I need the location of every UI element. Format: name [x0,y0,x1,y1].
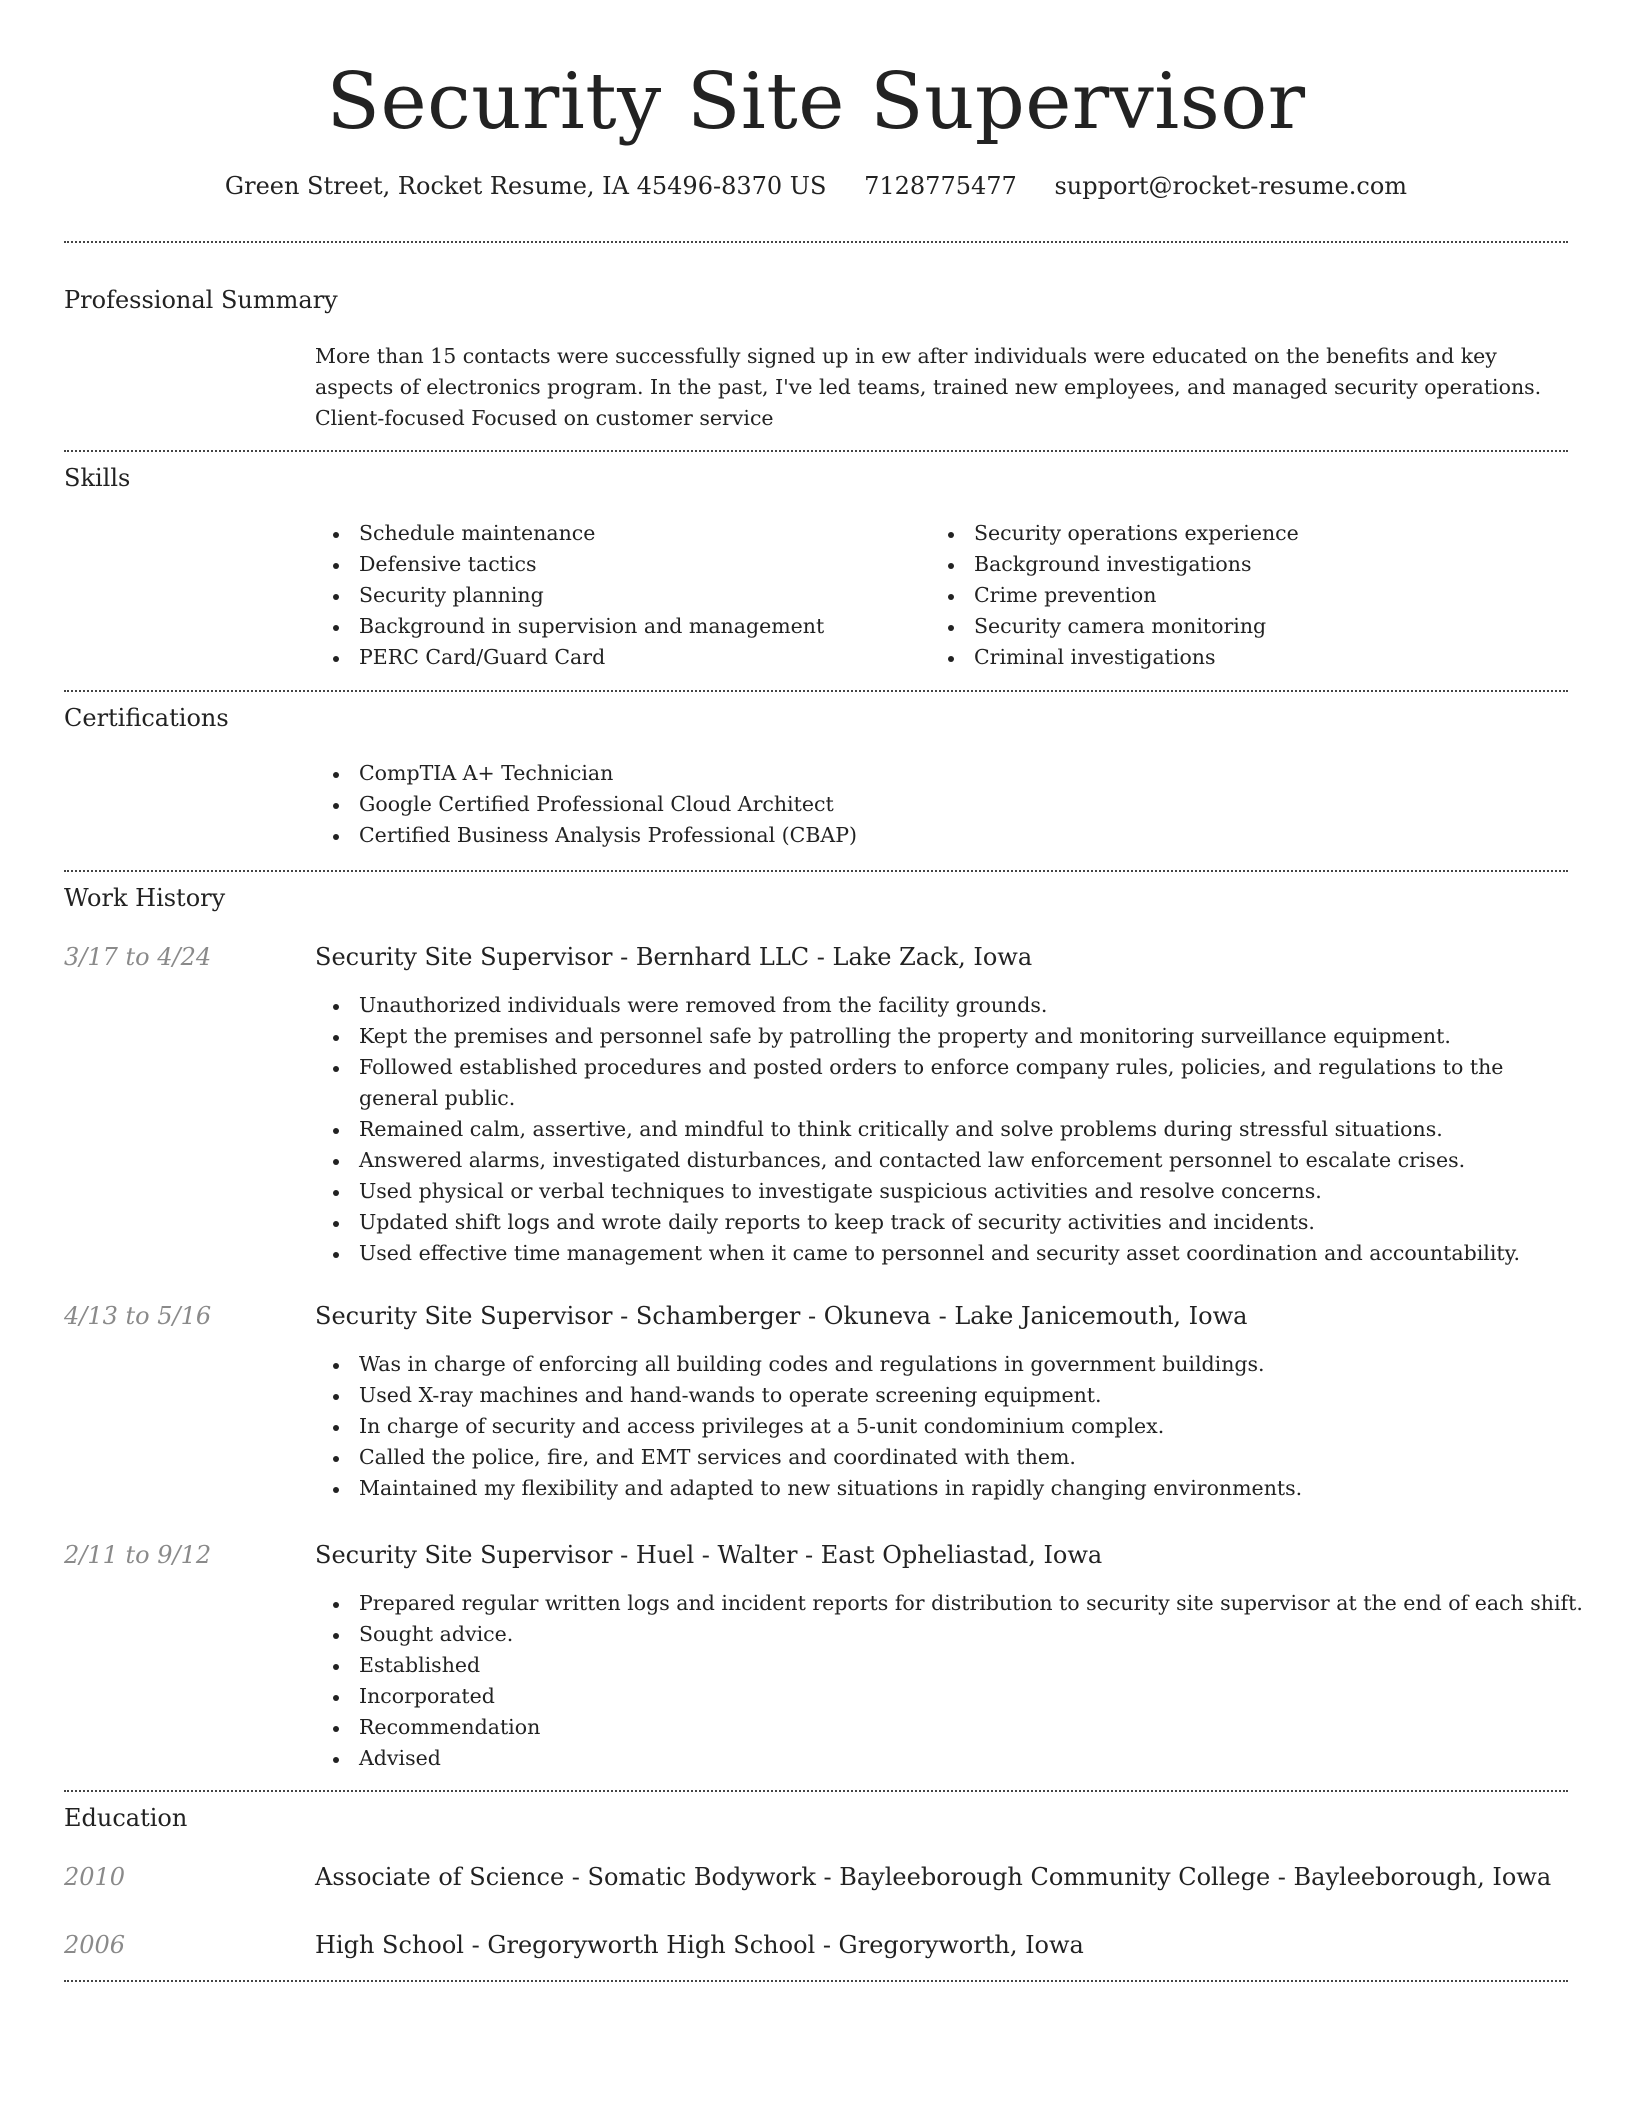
contact-email: support@rocket-resume.com [1054,172,1408,200]
job-bullets [315,1349,1568,1504]
skill-item: Security planning [315,580,915,611]
contact-phone: 7128775477 [864,172,1017,200]
skill-item: Security camera monitoring [930,611,1550,642]
skills-list-left [315,518,915,673]
summary-heading: Professional Summary [64,286,338,314]
section-divider [64,690,1568,692]
certification-item: CompTIA A+ Technician [315,758,1555,789]
job-bullet: Used effective time management when it came to personnel and security asset coordination and accountability. [315,1238,1568,1269]
job-bullet: Sought advice. [315,1619,1568,1650]
skill-item: Crime prevention [930,580,1550,611]
job-title: Security Site Supervisor - Huel - Walter - East Opheliastad, Iowa [315,1541,1103,1569]
certifications-list [315,758,1555,851]
skills-heading: Skills [64,464,131,492]
certifications-heading: Certifications [64,704,229,732]
section-divider [64,870,1568,872]
section-divider [64,450,1568,452]
skill-item: PERC Card/Guard Card [315,642,915,673]
skill-item: Defensive tactics [315,549,915,580]
education-title: Associate of Science - Somatic Bodywork - Bayleeborough Community College - Bayleeborough, Iowa [315,1863,1552,1891]
education-heading: Education [64,1804,188,1832]
job-bullet: Unauthorized individuals were removed from the facility grounds. [315,990,1568,1021]
job-bullet: Incorporated [315,1681,1568,1712]
section-divider [64,1980,1568,1982]
job-dates: 3/17 to 4/24 [64,943,212,971]
education-title: High School - Gregoryworth High School - Gregoryworth, Iowa [315,1931,1084,1959]
job-dates: 4/13 to 5/16 [64,1302,212,1330]
job-bullet: Recommendation [315,1712,1568,1743]
skill-item: Schedule maintenance [315,518,915,549]
job-bullet: Followed established procedures and posted orders to enforce company rules, policies, and regulations to the general public. [315,1052,1568,1114]
skill-item: Background in supervision and management [315,611,915,642]
section-divider [64,1790,1568,1792]
job-dates: 2/11 to 9/12 [64,1541,212,1569]
contact-address: Green Street, Rocket Resume, IA 45496-8370 US [224,172,827,200]
job-title: Security Site Supervisor - Schamberger - Okuneva - Lake Janicemouth, Iowa [315,1302,1248,1330]
job-bullet: Maintained my flexibility and adapted to new situations in rapidly changing environments. [315,1473,1568,1504]
contact-line [0,170,1632,202]
skill-item: Background investigations [930,549,1550,580]
job-bullet: In charge of security and access privileges at a 5-unit condominium complex. [315,1411,1568,1442]
education-year: 2010 [64,1863,126,1891]
education-year: 2006 [64,1931,126,1959]
certification-item: Google Certified Professional Cloud Architect [315,789,1555,820]
skill-item: Criminal investigations [930,642,1550,673]
work-history-heading: Work History [64,884,226,912]
job-bullet: Established [315,1650,1568,1681]
job-bullets [315,1588,1583,1774]
section-divider [64,241,1568,243]
skill-item: Security operations experience [930,518,1550,549]
job-bullet: Answered alarms, investigated disturbances, and contacted law enforcement personnel to escalate crises. [315,1145,1568,1176]
skills-list-right [930,518,1550,673]
job-bullet: Used X-ray machines and hand-wands to operate screening equipment. [315,1380,1568,1411]
job-bullets [315,990,1568,1269]
job-bullet: Was in charge of enforcing all building codes and regulations in government buildings. [315,1349,1568,1380]
job-bullet: Advised [315,1743,1568,1774]
job-bullet: Updated shift logs and wrote daily reports to keep track of security activities and incidents. [315,1207,1568,1238]
job-bullet: Called the police, fire, and EMT services and coordinated with them. [315,1442,1568,1473]
resume-name: Security Site Supervisor [326,57,1306,147]
job-bullet: Remained calm, assertive, and mindful to think critically and solve problems during stressful situations. [315,1114,1568,1145]
job-title: Security Site Supervisor - Bernhard LLC - Lake Zack, Iowa [315,943,1033,971]
job-bullet: Used physical or verbal techniques to investigate suspicious activities and resolve concerns. [315,1176,1568,1207]
job-bullet: Kept the premises and personnel safe by patrolling the property and monitoring surveillance equipment. [315,1021,1568,1052]
certification-item: Certified Business Analysis Professional (CBAP) [315,820,1555,851]
summary-text: More than 15 contacts were successfully signed up in ew after individuals were educated on the benefits and key aspects of electronics program. In the past, I've led teams, trained new employees, and managed security operations. Client-focused Focused on customer service [315,344,1542,430]
job-bullet: Prepared regular written logs and incident reports for distribution to security site supervisor at the end of each shift. [315,1588,1568,1619]
